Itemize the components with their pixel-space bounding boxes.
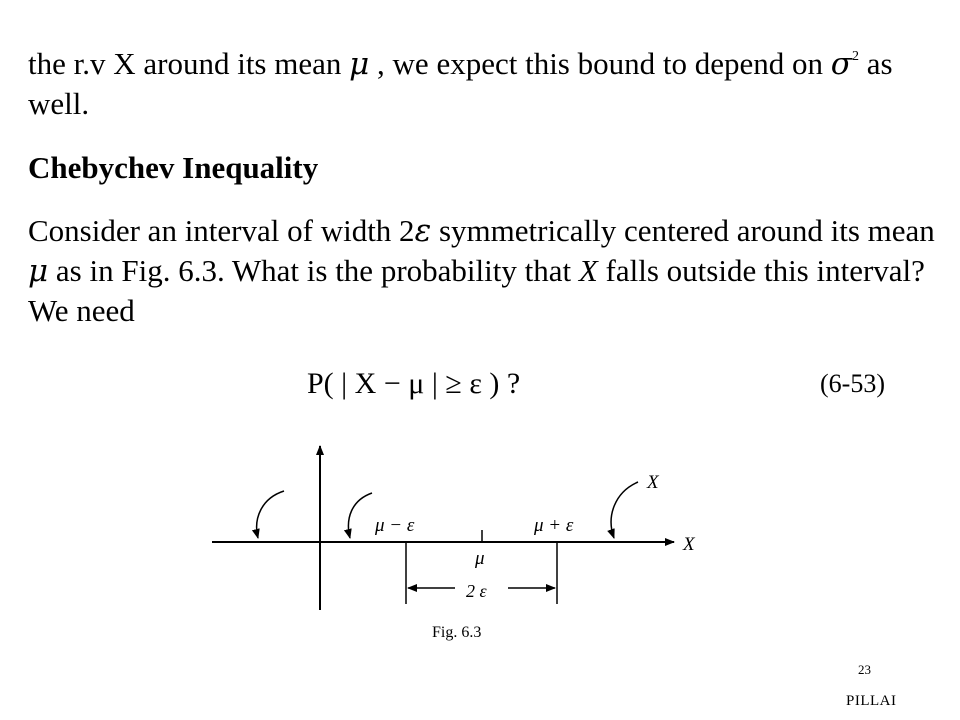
author-name: PILLAI (846, 693, 897, 709)
body-text-3: as in Fig. 6.3. What is the probability that (48, 253, 579, 288)
curved-arrow-far-left (257, 491, 284, 538)
label-mu-plus-epsilon: μ + ε (534, 515, 574, 536)
intro-text-2: , we expect this bound to depend on (369, 46, 831, 81)
mu-symbol: μ (28, 253, 49, 289)
intro-text-3: as well. (28, 46, 893, 121)
body-text-1: Consider an interval of width 2 (28, 213, 415, 248)
page-number: 23 (858, 662, 871, 677)
equation-number: (6-53) (820, 369, 885, 398)
mu-symbol: μ (349, 46, 370, 82)
section-heading: Chebychev Inequality (28, 150, 319, 185)
label-mu: μ (475, 548, 485, 569)
body-text-4: falls outside this interval? We need (28, 253, 925, 328)
curved-arrow-right (611, 482, 638, 538)
curved-arrow-near-left (348, 493, 372, 538)
label-two-epsilon: 2 ε (466, 581, 487, 601)
intro-text-1: the r.v X around its mean (28, 46, 350, 81)
epsilon-symbol: ε (414, 213, 432, 249)
sigma-symbol: σ (830, 46, 852, 82)
label-x-axis: X (683, 534, 695, 555)
figure-caption: Fig. 6.3 (432, 624, 482, 641)
x-variable: X (578, 253, 598, 288)
equation: P( | X − μ | ≥ ε ) ? (307, 367, 521, 400)
sigma-exponent: 2 (851, 49, 859, 64)
label-x-curve: X (647, 472, 659, 493)
label-mu-minus-epsilon: μ − ε (375, 515, 415, 536)
body-text-2: symmetrically centered around its mean (431, 213, 935, 248)
